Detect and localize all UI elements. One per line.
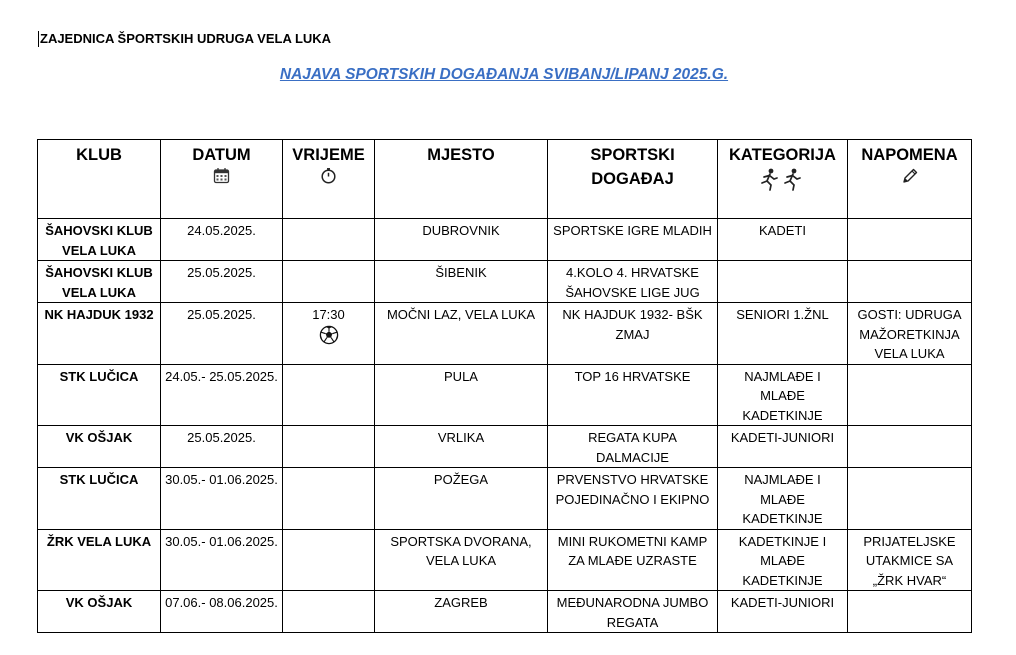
column-header-category xyxy=(718,140,848,219)
cell-place: MOČNI LAZ, VELA LUKA xyxy=(375,303,548,365)
cell-club: VK OŠJAK xyxy=(38,426,161,468)
events-table xyxy=(37,139,972,633)
table-row xyxy=(38,426,972,468)
cell-category: NAJMLAĐE I MLAĐE KADETKINJE xyxy=(718,364,848,426)
cell-date: 24.05.- 25.05.2025. xyxy=(161,364,283,426)
cell-date: 24.05.2025. xyxy=(161,219,283,261)
cell-category: KADETI-JUNIORI xyxy=(718,426,848,468)
table-row xyxy=(38,468,972,530)
cell-event: SPORTSKE IGRE MLADIH xyxy=(548,219,718,261)
cell-note xyxy=(848,219,972,261)
soccer-ball-icon xyxy=(287,325,370,351)
column-header-label: VRIJEME xyxy=(292,146,365,164)
cell-category: KADETI-JUNIORI xyxy=(718,591,848,633)
cell-time xyxy=(283,219,375,261)
table-row xyxy=(38,591,972,633)
cell-note xyxy=(848,468,972,530)
cell-category: NAJMLAĐE I MLAĐE KADETKINJE xyxy=(718,468,848,530)
cell-place: VRLIKA xyxy=(375,426,548,468)
cell-date: 30.05.- 01.06.2025. xyxy=(161,468,283,530)
organization-title: ZAJEDNICA ŠPORTSKIH UDRUGA VELA LUKA xyxy=(40,31,332,46)
cell-time xyxy=(283,468,375,530)
document-title: NAJAVA SPORTSKIH DOGAĐANJA SVIBANJ/LIPANJ 2025.G. xyxy=(279,66,729,83)
cell-category: KADETI xyxy=(718,219,848,261)
cell-place: PULA xyxy=(375,364,548,426)
cell-place: POŽEGA xyxy=(375,468,548,530)
cell-place: SPORTSKA DVORANA, VELA LUKA xyxy=(375,529,548,591)
column-header-label: SPORTSKI DOGAĐAJ xyxy=(590,146,675,188)
table-row xyxy=(38,529,972,591)
cell-event: 4.KOLO 4. HRVATSKE ŠAHOVSKE LIGE JUG xyxy=(548,261,718,303)
cell-date: 25.05.2025. xyxy=(161,303,283,365)
pencil-icon xyxy=(852,167,967,192)
cell-club: VK OŠJAK xyxy=(38,591,161,633)
table-row xyxy=(38,303,972,365)
cell-time xyxy=(283,364,375,426)
cell-time xyxy=(283,426,375,468)
cell-date: 25.05.2025. xyxy=(161,261,283,303)
cell-note: PRIJATELJSKE UTAKMICE SA „ŽRK HVAR“ xyxy=(848,529,972,591)
cell-place: ŠIBENIK xyxy=(375,261,548,303)
cell-time-text: 17:30 xyxy=(312,307,345,322)
cell-time xyxy=(283,303,375,365)
cell-place: ZAGREB xyxy=(375,591,548,633)
runners-icon xyxy=(722,167,843,198)
column-header-label: KATEGORIJA xyxy=(729,146,836,164)
cell-date: 25.05.2025. xyxy=(161,426,283,468)
column-header-club xyxy=(38,140,161,219)
column-header-time xyxy=(283,140,375,219)
cell-note: GOSTI: UDRUGA MAŽORETKINJA VELA LUKA xyxy=(848,303,972,365)
cell-club: NK HAJDUK 1932 xyxy=(38,303,161,365)
column-header-event xyxy=(548,140,718,219)
column-header-label: KLUB xyxy=(76,146,122,164)
cell-time xyxy=(283,529,375,591)
column-header-label: MJESTO xyxy=(427,146,495,164)
cell-event: NK HAJDUK 1932- BŠK ZMAJ xyxy=(548,303,718,365)
cell-date: 30.05.- 01.06.2025. xyxy=(161,529,283,591)
cell-club: STK LUČICA xyxy=(38,468,161,530)
cell-event: MEĐUNARODNA JUMBO REGATA xyxy=(548,591,718,633)
cell-event: REGATA KUPA DALMACIJE xyxy=(548,426,718,468)
cell-date: 07.06.- 08.06.2025. xyxy=(161,591,283,633)
table-header-row xyxy=(38,140,972,219)
cell-time xyxy=(283,261,375,303)
cell-note xyxy=(848,426,972,468)
calendar-icon xyxy=(165,167,278,191)
column-header-label: NAPOMENA xyxy=(861,146,958,164)
column-header-note xyxy=(848,140,972,219)
cell-event: TOP 16 HRVATSKE xyxy=(548,364,718,426)
cell-club: ŽRK VELA LUKA xyxy=(38,529,161,591)
table-row xyxy=(38,261,972,303)
cell-club: ŠAHOVSKI KLUB VELA LUKA xyxy=(38,219,161,261)
cell-category: KADETKINJE I MLAĐE KADETKINJE xyxy=(718,529,848,591)
cell-note xyxy=(848,261,972,303)
column-header-date xyxy=(161,140,283,219)
cell-category: SENIORI 1.ŽNL xyxy=(718,303,848,365)
stopwatch-icon xyxy=(287,167,370,191)
cell-place: DUBROVNIK xyxy=(375,219,548,261)
cell-note xyxy=(848,364,972,426)
cell-event: MINI RUKOMETNI KAMP ZA MLAĐE UZRASTE xyxy=(548,529,718,591)
cell-note xyxy=(848,591,972,633)
cell-time xyxy=(283,591,375,633)
cell-club: ŠAHOVSKI KLUB VELA LUKA xyxy=(38,261,161,303)
column-header-label: DATUM xyxy=(192,146,251,164)
cell-category xyxy=(718,261,848,303)
table-row xyxy=(38,219,972,261)
table-row xyxy=(38,364,972,426)
cell-club: STK LUČICA xyxy=(38,364,161,426)
cell-event: PRVENSTVO HRVATSKE POJEDINAČNO I EKIPNO xyxy=(548,468,718,530)
column-header-place xyxy=(375,140,548,219)
